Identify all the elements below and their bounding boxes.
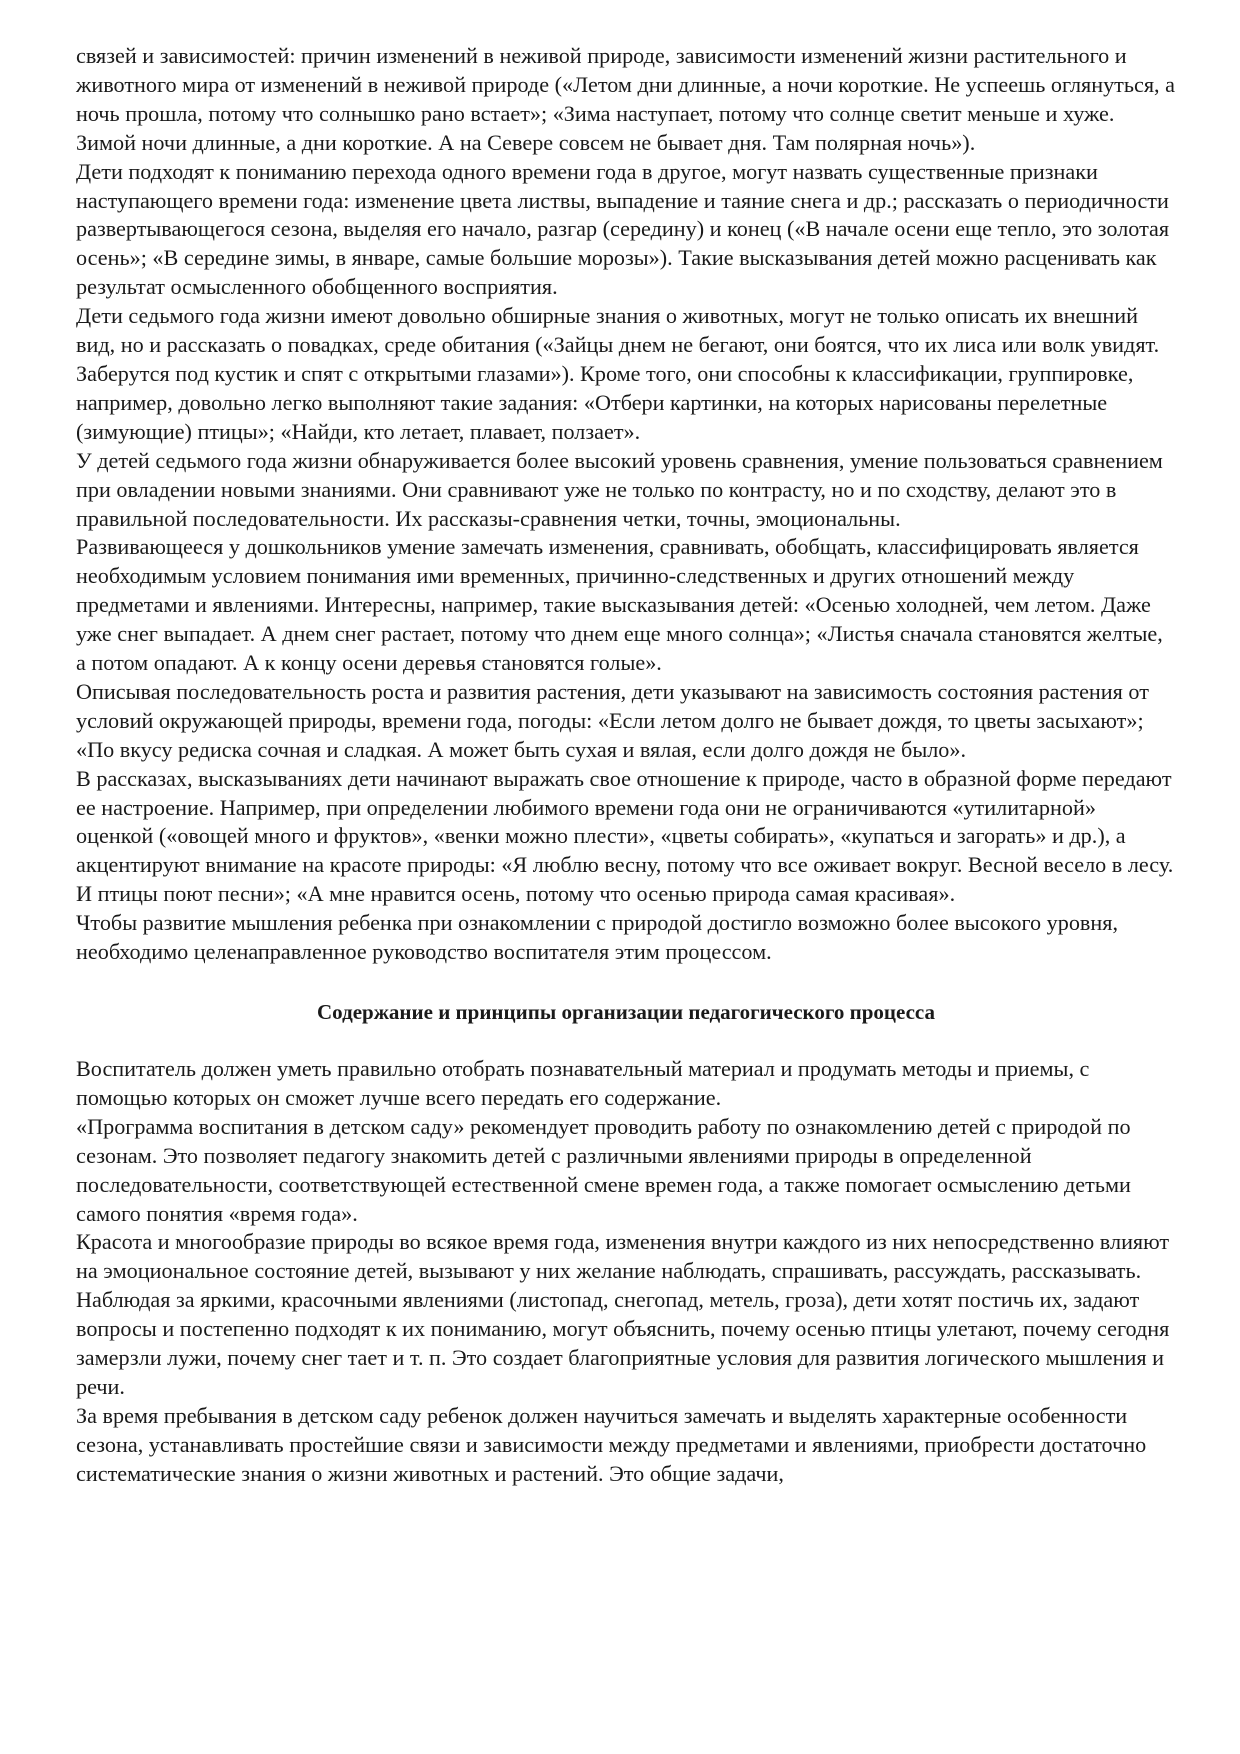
document-page — [76, 42, 1176, 1489]
paragraph: Дети подходят к пониманию перехода одного времени года в другое, могут назвать существенные признаки наступающего времени года: изменение цвета листвы, выпадение и таяние снега и др.; рассказать о периодичности развертывающегося сезона, выделяя его начало, разгар (середину) и конец («В начале осени еще тепло, это золотая осень»; «В середине зимы, в январе, самые большие морозы»). Такие высказывания детей можно расценивать как результат осмысленного обобщенного восприятия. — [76, 158, 1170, 300]
paragraph: Красота и многообразие природы во всякое время года, изменения внутри каждого из них непосредственно влияют на эмоциональное состояние детей, вызывают у них желание наблюдать, спрашивать, рассуждать, рассказывать. Наблюдая за яркими, красочными явлениями (листопад, снегопад, метель, гроза), дети хотят постичь их, задают вопросы и постепенно подходят к их пониманию, могут объяснить, почему осенью птицы улетают, почему сегодня замерзли лужи, почему снег тает и т. п. Это создает благоприятные условия для развития логического мышления и речи. — [76, 1229, 1170, 1399]
paragraph: В рассказах, высказываниях дети начинают выражать свое отношение к природе, часто в образной форме передают ее настроение. Например, при определении любимого времени года они не ограничиваются «утилитарной» оценкой («овощей много и фруктов», «венки можно плести», «цветы собирать», «купаться и загорать» и др.), а акцентируют внимание на красоте природы: «Я люблю весну, потому что все оживает вокруг. Весной весело в лесу. И птицы поют песни»; «А мне нравится осень, потому что осенью природа самая красивая». — [76, 765, 1174, 907]
paragraph: связей и зависимостей: причин изменений в неживой природе, зависимости изменений жизни растительного и животного мира от изменений в неживой природе («Летом дни длинные, а ночи короткие. Не успеешь оглянуться, а ночь прошла, потому что солнышко рано встает»; «Зима наступает, потому что солнце светит меньше и хуже. Зимой ночи длинные, а дни короткие. А на Севере совсем не бывает дня. Там полярная ночь»). — [76, 43, 1175, 155]
paragraph: Дети седьмого года жизни имеют довольно обширные знания о животных, могут не только описать их внешний вид, но и рассказать о повадках, среде обитания («Зайцы днем не бегают, они боятся, что их лиса или волк увидят. Заберутся под кустик и спят с открытыми глазами»). Кроме того, они способны к классификации, группировке, например, довольно легко выполняют такие задания: «Отбери картинки, на которых нарисованы перелетные (зимующие) птицы»; «Найди, кто летает, плавает, ползает». — [76, 303, 1160, 444]
paragraph: Чтобы развитие мышления ребенка при ознакомлении с природой достигло возможно более высокого уровня, необходимо целенаправленное руководство воспитателя этим процессом. — [76, 910, 1119, 965]
paragraph: Воспитатель должен уметь правильно отобрать познавательный материал и продумать методы и приемы, с помощью которых он сможет лучше всего передать его содержание. — [76, 1056, 1090, 1110]
section-heading: Содержание и принципы организации педагогического процесса — [317, 1000, 935, 1024]
paragraph: У детей седьмого года жизни обнаруживается более высокий уровень сравнения, умение пользоваться сравнением при овладении новыми знаниями. Они сравнивают уже не только по контрасту, но и по сходству, делают это в правильной последовательности. Их рассказы-сравнения четки, точны, эмоциональны. — [76, 447, 1163, 531]
paragraph: «Программа воспитания в детском саду» рекомендует проводить работу по ознакомлению детей с природой по сезонам. Это позволяет педагогу знакомить детей с различными явлениями природы в определенной последовательности, соответствующей естественной смене времен года, а также помогает осмыслению детьми самого понятия «время года». — [76, 1113, 1131, 1226]
paragraph: Развивающееся у дошкольников умение замечать изменения, сравнивать, обобщать, классифицировать является необходимым условием понимания ими временных, причинно-следственных и других отношений между предметами и явлениями. Интересны, например, такие высказывания детей: «Осенью холодней, чем летом. Даже уже снег выпадает. А днем снег растает, потому что днем еще много солнца»; «Листья сначала становятся желтые, а потом опадают. А к концу осени деревья становятся голые». — [76, 534, 1163, 676]
paragraph: За время пребывания в детском саду ребенок должен научиться замечать и выделять характерные особенности сезона, устанавливать простейшие связи и зависимости между предметами и явлениями, приобрести достаточно систематические знания о жизни животных и растений. Это общие задачи, — [76, 1402, 1147, 1486]
paragraph: Описывая последовательность роста и развития растения, дети указывают на зависимость состояния растения от условий окружающей природы, времени года, погоды: «Если летом долго не бывает дождя, то цветы засыхают»; «По вкусу редиска сочная и сладкая. А может быть сухая и вялая, если долго дождя не было». — [76, 678, 1149, 762]
